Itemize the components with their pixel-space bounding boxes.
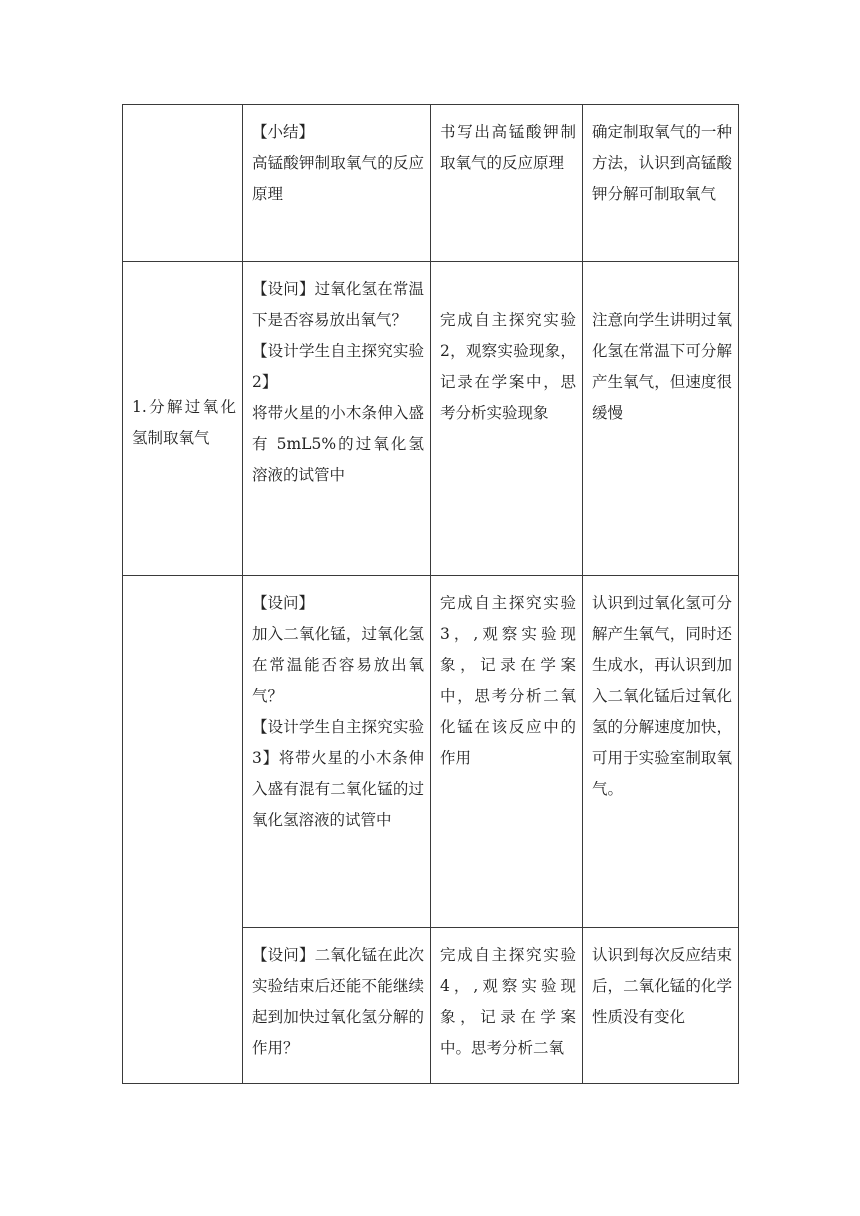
cell-text: 将带火星的小木条伸入盛有 5mL5%的过氧化氢溶液的试管中 [252,404,424,484]
cell-text: 加入二氧化锰，过氧化氢在常温能否容易放出氧气？ [252,625,424,705]
teacher-activity-cell [243,928,431,1084]
cell-text: 完成自主探究实验 4，,观察实验现象，记录在学案中。思考分析二氧 [440,946,576,1057]
student-activity-cell [431,928,583,1084]
cell-text: 完成自主探究实验 3，,观察实验现象，记录在学案中，思考分析二氧化锰在该反应中的作用 [440,594,576,767]
table-row [123,105,739,262]
cell-text: 高锰酸钾制取氧气的反应原理 [252,154,424,203]
lesson-plan-table [122,104,739,1084]
teacher-activity-cell [243,576,431,928]
design-intent-cell [583,928,739,1084]
cell-text: 【小结】 [252,123,315,141]
cell-text: 【设问】二氧化锰在此次实验结束后还能不能继续起到加快过氧化氢分解的作用？ [252,946,424,1057]
cell-text: 【设计学生自主探究实验 3】将带火星的小木条伸入盛有混有二氧化锰的过氧化氢溶液的试管中 [252,718,424,829]
cell-text: 【设计学生自主探究实验 2】 [252,342,424,391]
cell-text: 【设问】过氧化氢在常温下是否容易放出氧气？ [252,280,424,329]
stage-cell [123,105,243,262]
teacher-activity-cell [243,262,431,576]
cell-text: 1.分解过氧化氢制取氧气 [132,397,236,447]
student-activity-cell [431,105,583,262]
teacher-activity-cell [243,105,431,262]
cell-text: 完成自主探究实验 2，观察实验现象，记录在学案中，思考分析实验现象 [440,311,576,422]
stage-cell [123,262,243,576]
cell-text: 【设问】 [252,594,315,612]
design-intent-cell [583,576,739,928]
stage-cell [123,576,243,1084]
student-activity-cell [431,262,583,576]
cell-text: 认识到每次反应结束后，二氧化锰的化学性质没有变化 [592,946,732,1026]
cell-text: 认识到过氧化氢可分解产生氧气，同时还生成水，再认识到加入二氧化锰后过氧化氢的分解速度加快，可用于实验室制取氧气。 [592,594,732,798]
design-intent-cell [583,262,739,576]
student-activity-cell [431,576,583,928]
cell-text: 书写出高锰酸钾制取氧气的反应原理 [440,123,576,172]
cell-text: 注意向学生讲明过氧化氢在常温下可分解产生氧气，但速度很缓慢 [592,311,732,422]
table-row [123,262,739,576]
cell-text: 确定制取氧气的一种方法，认识到高锰酸钾分解可制取氧气 [592,123,732,203]
design-intent-cell [583,105,739,262]
table-row [123,576,739,928]
